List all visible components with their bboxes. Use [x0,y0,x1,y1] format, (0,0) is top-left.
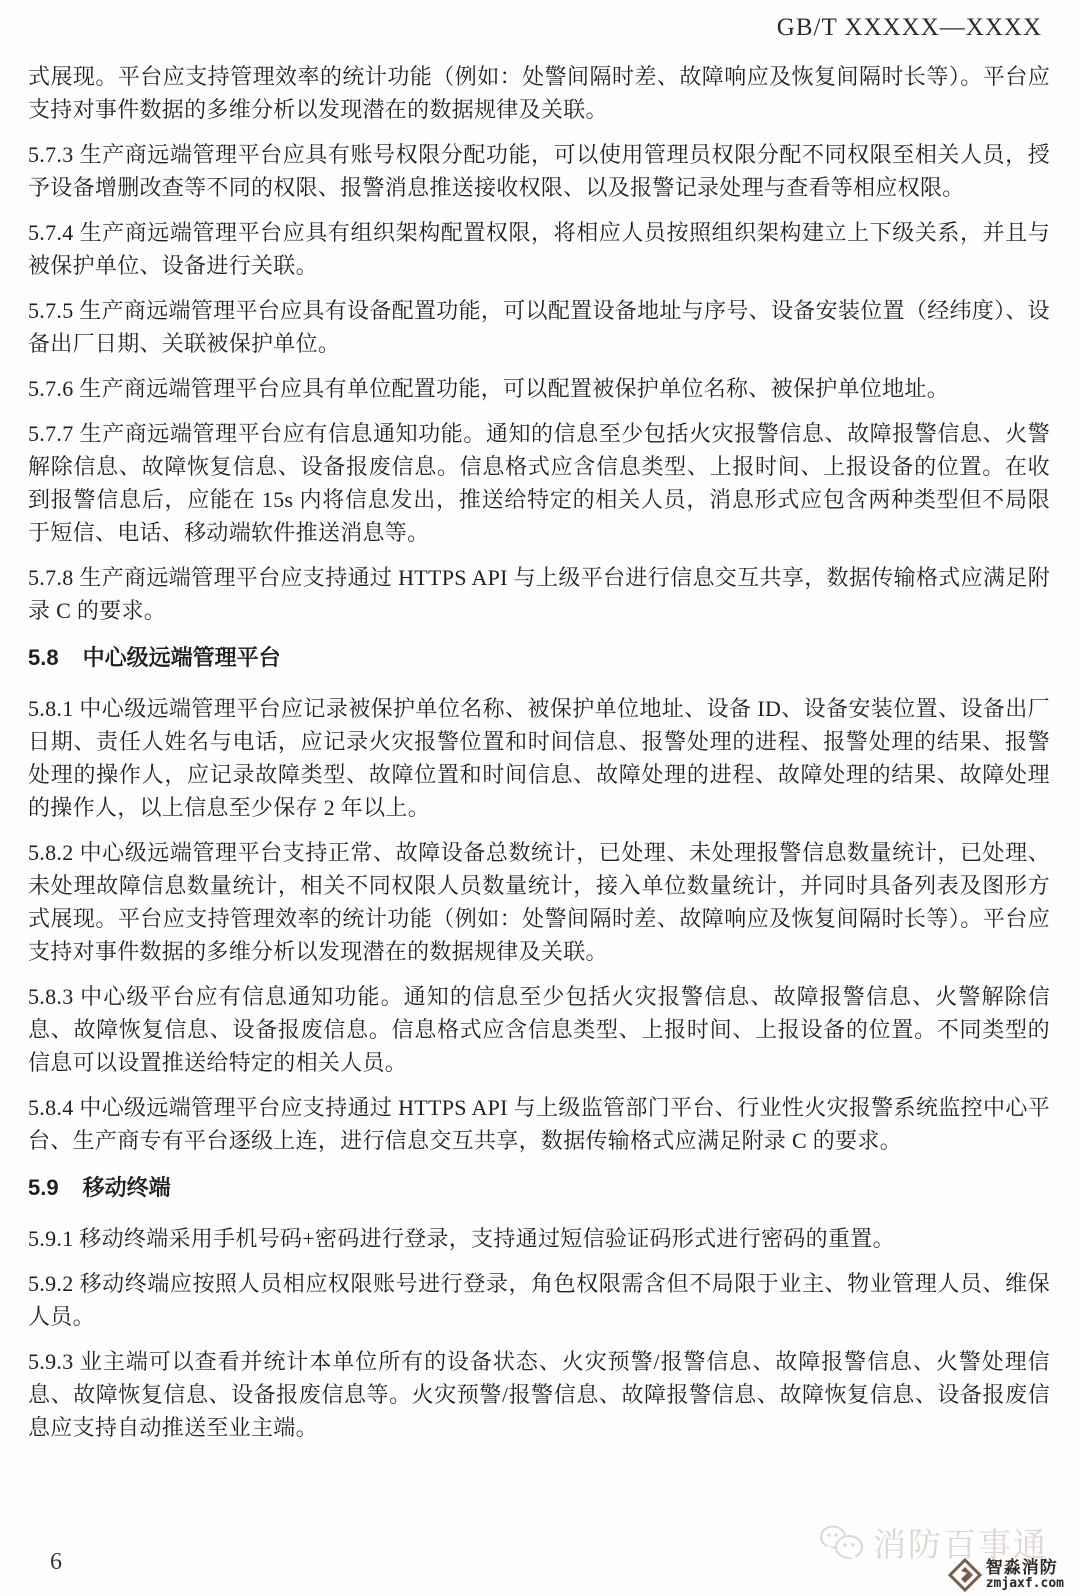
page-number: 6 [50,1549,62,1575]
clause-5-8-2: 5.8.2 中心级远端管理平台支持正常、故障设备总数统计，已处理、未处理报警信息数量统计，已处理、未处理故障信息数量统计，相关不同权限人员数量统计，接入单位数量统计，并同时具备列表及图形方式展现。平台应支持管理效率的统计功能（例如：处警间隔时差、故障响应及恢复间隔时长等）。平台应支持对事件数据的多维分析以发现潜在的数据规律及关联。 [28,840,1050,964]
continuation-paragraph: 式展现。平台应支持管理效率的统计功能（例如：处警间隔时差、故障响应及恢复间隔时长等）。平台应支持对事件数据的多维分析以发现潜在的数据规律及关联。 [28,64,1050,122]
clause-5-7-6: 5.7.6 生产商远端管理平台应具有单位配置功能，可以配置被保护单位名称、被保护单位地址。 [28,376,950,401]
clause-5-8-4: 5.8.4 中心级远端管理平台应支持通过 HTTPS API 与上级监管部门平台、行业性火灾报警系统监控中心平台、生产商专有平台逐级上连，进行信息交互共享，数据传输格式应满足附录 C 的要求。 [28,1095,1050,1153]
section-title: 移动终端 [82,1175,171,1200]
section-title: 中心级远端管理平台 [82,645,281,670]
chat-bubbles-icon [819,1523,865,1563]
watermark-text: 消防百事通 [873,1526,1048,1563]
clause-5-7-4: 5.7.4 生产商远端管理平台应具有组织架构配置权限，将相应人员按照组织架构建立上下级关系，并且与被保护单位、设备进行关联。 [28,220,1050,278]
section-heading-5-9 [28,1171,1050,1204]
section-number: 5.9 [28,1175,59,1200]
brand-domain: zmjaxf.com [985,1576,1064,1592]
clause-5-7-3: 5.7.3 生产商远端管理平台应具有账号权限分配功能，可以使用管理员权限分配不同权限至相关人员，授予设备增删改查等不同的权限、报警消息推送接收权限、以及报警记录处理与查看等相应权限。 [28,142,1050,200]
clause-5-8-1: 5.8.1 中心级远端管理平台应记录被保护单位名称、被保护单位地址、设备 ID、设备安装位置、设备出厂日期、责任人姓名与电话，应记录火灾报警位置和时间信息、报警处理的进程、报警处理的结果、报警处理的操作人，应记录故障类型、故障位置和时间信息、故障处理的进程、故障处理的结果、故障处理的操作人，以上信息至少保存 2 年以上。 [28,696,1050,820]
clause-5-8-3: 5.8.3 中心级平台应有信息通知功能。通知的信息至少包括火灾报警信息、故障报警信息、火警解除信息、故障恢复信息、设备报废信息。信息格式应含信息类型、上报时间、上报设备的位置。不同类型的信息可以设置推送给特定的相关人员。 [28,984,1050,1075]
clause-5-7-5: 5.7.5 生产商远端管理平台应具有设备配置功能，可以配置设备地址与序号、设备安装位置（经纬度）、设备出厂日期、关联被保护单位。 [28,298,1050,356]
diamond-logo-icon [948,1558,982,1592]
clause-5-7-8: 5.7.8 生产商远端管理平台应支持通过 HTTPS API 与上级平台进行信息交互共享，数据传输格式应满足附录 C 的要求。 [28,565,1050,623]
section-heading-5-8 [28,641,1050,674]
document-body [28,60,1050,1456]
brand-logo [948,1558,1064,1592]
doc-code-header: GB/T XXXXX—XXXX [776,14,1042,41]
clause-5-9-2: 5.9.2 移动终端应按照人员相应权限账号进行登录，角色权限需含但不局限于业主、物业管理人员、维保人员。 [28,1271,1050,1329]
brand-name: 智淼消防 [985,1558,1058,1578]
section-number: 5.8 [28,645,59,670]
clause-5-9-3: 5.9.3 业主端可以查看并统计本单位所有的设备状态、火灾预警/报警信息、故障报警信息、火警处理信息、故障恢复信息、设备报废信息等。火灾预警/报警信息、故障报警信息、故障恢复信息、设备报废信息应支持自动推送至业主端。 [28,1349,1050,1440]
clause-5-9-1: 5.9.1 移动终端采用手机号码+密码进行登录，支持通过短信验证码形式进行密码的重置。 [28,1226,895,1251]
clause-5-7-7: 5.7.7 生产商远端管理平台应有信息通知功能。通知的信息至少包括火灾报警信息、故障报警信息、火警解除信息、故障恢复信息、设备报废信息。信息格式应含信息类型、上报时间、上报设备的位置。在收到报警信息后，应能在 15s 内将信息发出，推送给特定的相关人员，消息形式应包含两种类型但不局限于短信、电话、移动端软件推送消息等。 [28,421,1050,545]
